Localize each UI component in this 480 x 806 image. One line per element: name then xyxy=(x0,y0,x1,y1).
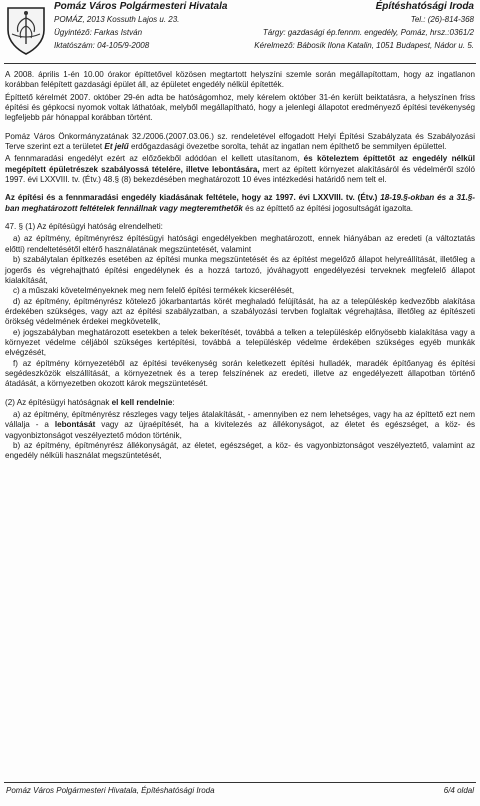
section-47-item-e: e) jogszabályban meghatározott esetekben a telek bekerítését, továbbá a telken a településkép előnyösebb kialakítása vagy a környezet védelme céljából szükséges kertépítési, továbbá a településkép védelme érdekében szükséges egyéb munkák elvégzését, xyxy=(5,327,475,358)
paragraph-application: Építtető kérelmét 2007. október 29-én adta be hatóságomhoz, mely kérelem október 31-én került beiktatásra, a helyszínen friss építési és gépkocsi nyomok voltak láthatóak, melyből megállapítható, hogy a jelenlegi állapotot eredményező építési tevékenység legfeljebb pár hónappal korábban történt. xyxy=(5,92,475,123)
paragraph-conditions xyxy=(5,193,475,214)
case-officer: Ügyintéző: Farkas István xyxy=(54,28,143,37)
paragraph-inspection: A 2008. április 1-én 10.00 órakor építtetővel közösen megtartott helyszíni szemle során megállapítottam, hogy az ingatlanon korábban felépített gazdasági épület áll, az épületet engedély nélkül építették. xyxy=(5,70,475,90)
item-a-text-2: vagy az újraépítését, ha a kivitelezés az állékonyságot, az életet és egészséget, a köz- és vagyonbiztonságot veszélyeztető módon történik, xyxy=(5,420,476,440)
subject-line: Tárgy: gazdasági ép.fennm. engedély, Pomáz, hrsz.:0361/2 xyxy=(262,28,474,37)
section-47-item-a: a) az építmény, építményrész építésügyi hatósági engedélyekben meghatározott, ennek hiányában az eredeti (a változtatás előtti) rendeltetésétől eltérő használatának megszüntetését, valamint xyxy=(5,234,475,254)
footer-divider xyxy=(4,782,476,783)
section-47-2-heading xyxy=(5,398,475,408)
office-address: POMÁZ, 2013 Kossuth Lajos u. 23. xyxy=(54,15,180,24)
conditions-text-2: és az építtető az építési jogosultságát igazolta. xyxy=(242,203,414,213)
conditions-text-1: Az építési és a fennmaradási engedély kiadásának feltétele, hogy az 1997. évi LXXVIII. tv. (Étv.) xyxy=(5,193,381,203)
header-divider xyxy=(4,63,476,64)
section-47-2-item-b: b) az építmény, építményrész állékonyságát, az életet, egészséget, a köz- és vagyonbiztonságot veszélyeztető, valamint az engedély nélküli használat megszüntetését, xyxy=(5,441,475,461)
section-47-2-colon: : xyxy=(172,397,175,407)
coat-of-arms-icon xyxy=(4,4,48,56)
section-47-heading: 47. § (1) Az építésügyi hatóság elrendelheti: xyxy=(5,222,163,232)
decision-obligation: és köteleztem építtetőt az engedély nélkül megépített épületrészek szabályossá tételére, illetve lebontására, xyxy=(5,154,475,174)
conditions-sections: 18-19.§-okban és a 31.§-ban meghatározott feltételek fennállnak vagy megteremthetők xyxy=(5,193,476,213)
decision-text-1: A fennmaradási engedélyt ezért az előzőekből adódóan el kellett utasítanom, xyxy=(5,154,304,164)
zoning-zone-code: Et jelű xyxy=(104,142,129,152)
decision-text-2: mert az épített környezet alakításáról és védelméről szóló 1997. évi LXXVIII. tv. (Étv.) 48.§ (8) bekezdésében meghatározott 10 éves intézkedési határidő nem telt el. xyxy=(5,164,475,185)
section-47-item-c: c) a műszaki követelményeknek meg nem felelő építési termékek kicserélését, xyxy=(13,286,295,296)
paragraph-zoning xyxy=(5,132,475,153)
document-body xyxy=(5,70,475,462)
section-47-item-b: b) szabálytalan építkezés esetében az építési munka megszüntetését és az építést megelőző állapot helyreállítását, illetőleg a jogerős és végrehajtható építési engedélynek és a hozzá tartozó, jóváhagyott engedélyezési terveknek megfelelő állapot kialakítását, xyxy=(5,255,475,285)
office-name: Pomáz Város Polgármesteri Hivatala xyxy=(54,1,228,12)
footer-office: Pomáz Város Polgármesteri Hivatala, Építéshatósági Iroda xyxy=(6,786,215,795)
section-47-2-text: (2) Az építésügyi hatóságnak xyxy=(5,397,112,407)
item-a-emphasis: lebontását xyxy=(54,420,96,430)
letterhead xyxy=(0,0,480,68)
section-47-2-emphasis: el kell rendelnie xyxy=(111,397,173,407)
authority-name: Építéshatósági Iroda xyxy=(375,1,474,12)
zoning-text-1: Pomáz Város Önkormányzatának 32./2006.(2007.03.06.) sz. rendeletével elfogadott Helyi Építési Szabályzata és Szabályozási Terve szerint ezt a területet xyxy=(5,131,475,152)
phone-number: Tel.: (26)-814-368 xyxy=(410,15,474,24)
paragraph-decision xyxy=(5,154,475,185)
page-number: 6/4 oldal xyxy=(443,786,474,795)
section-47-2-item-a xyxy=(5,410,475,441)
zoning-text-2: erdőgazdasági övezetbe sorolta, tehát az ingatlan nem építhető be semmilyen épülettel. xyxy=(128,142,447,152)
item-a-text-1: a) az építmény, építményrész részleges vagy teljes átalakítását, - amennyiben ez nem lehetséges, vagy ha az építtető ezt nem vállalja - a xyxy=(5,409,475,430)
file-number: Iktatószám: 04-105/9-2008 xyxy=(54,41,150,50)
section-47-item-d: d) az építmény, építményrész kötelező jókarbantartás körét meghaladó felújítását, ha az a településkép kedvezőbb alakítása érdekében szükséges, vagy azt az építési szabályzatban, a szabályozási tervben foglaltak végrehajtása, illetőleg az építészeti örökség védelmének érdekei megkövetelik, xyxy=(5,296,475,327)
applicant-line: Kérelmező: Bábosik Ilona Katalin, 1051 Budapest, Nádor u. 5. xyxy=(254,41,474,50)
section-47-item-f: f) az építmény környezetéből az építési tevékenység során keletkezett építési hulladék, maradék építőanyag és építési segédeszközök elszállítását, a környezetnek és a terep felszínének az eredeti, illetve az engedélyezett állapotban történő átadását, a környezetben okozott károk megszüntetését. xyxy=(5,358,475,389)
